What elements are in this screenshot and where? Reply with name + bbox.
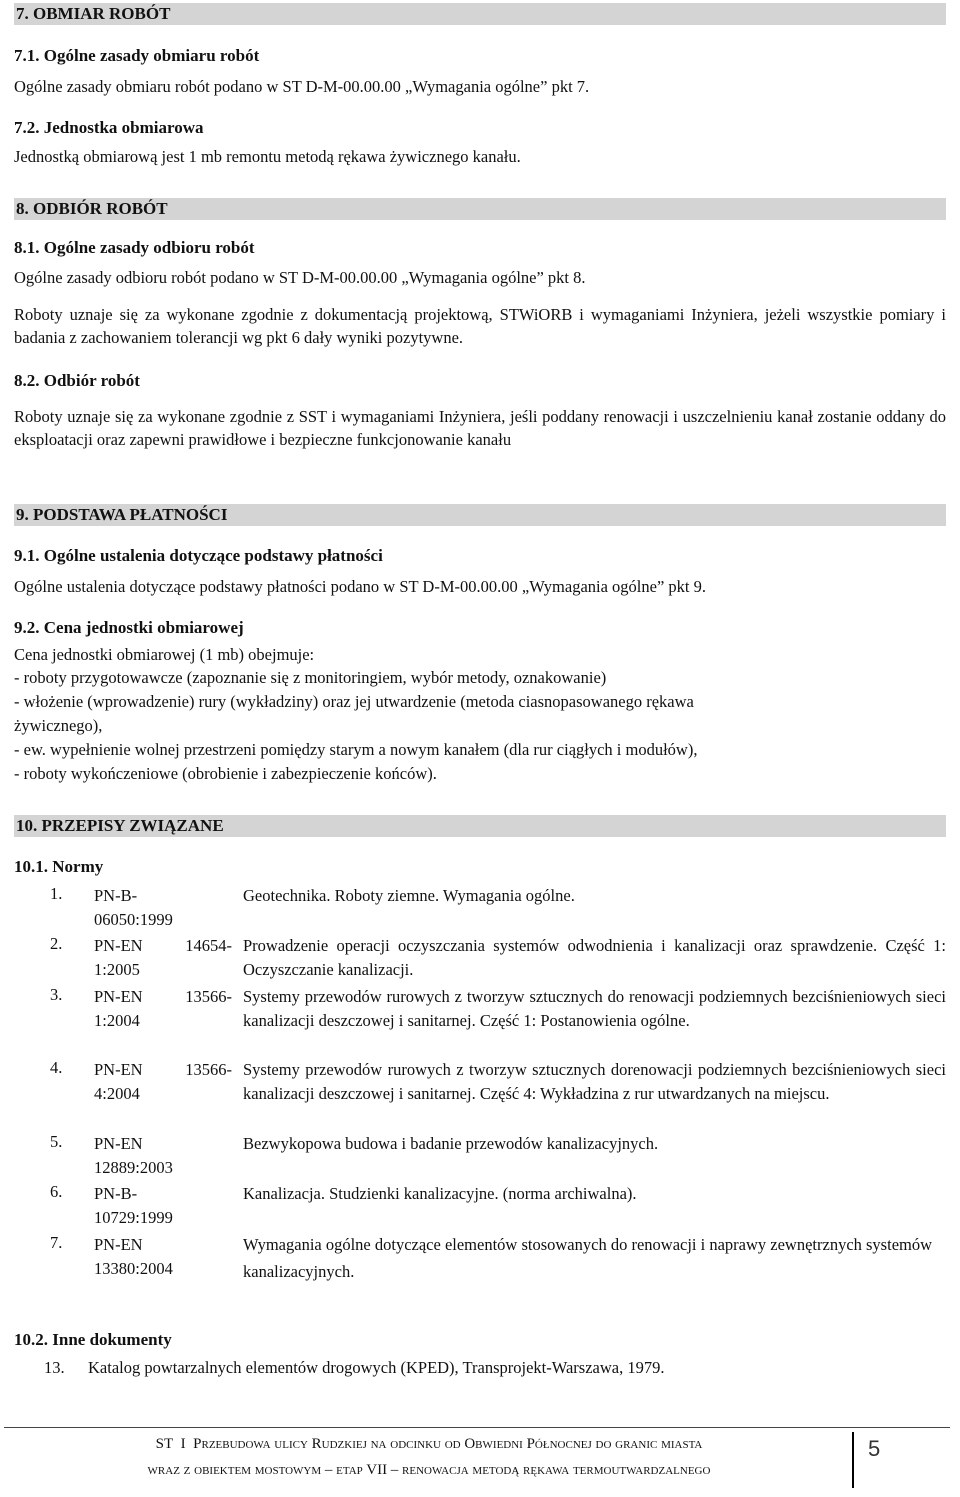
footer-line-1: ST I Przebudowa ulicy Rudzkiej na odcinku od Obwiedni Północnej do granic miasta xyxy=(155,1436,703,1452)
other-doc-number: 13. xyxy=(44,1358,65,1377)
norm-code: PN-EN 13566- 1:2004 xyxy=(94,987,232,1030)
list-line: - roboty przygotowawcze (zapoznanie się z monitoringiem, wybór metody, oznakowanie) xyxy=(14,668,607,687)
section-8-banner: 8. ODBIÓR ROBÓT xyxy=(14,198,946,220)
norm-number: 2. xyxy=(50,934,63,953)
section-7-banner: 7. OBMIAR ROBÓT xyxy=(14,3,946,25)
list-line: - roboty wykończeniowe (obrobienie i zabezpieczenie końców). xyxy=(14,764,437,783)
norm-number: 3. xyxy=(50,985,63,1004)
norm-number: 6. xyxy=(50,1182,63,1201)
paragraph-9-1: Ogólne ustalenia dotyczące podstawy płatności podano w ST D-M-00.00.00 „Wymagania ogólne” pkt 9. xyxy=(14,577,706,596)
paragraph-7-1: Ogólne zasady obmiaru robót podano w ST D-M-00.00.00 „Wymagania ogólne” pkt 7. xyxy=(14,77,590,96)
norm-number: 1. xyxy=(50,884,63,903)
list-line: - włożenie (wprowadzenie) rury (wykładziny) oraz jej utwardzenie (metoda ciasnopasowanego rękawa xyxy=(14,692,694,711)
norm-code: PN-EN 12889:2003 xyxy=(94,1134,173,1177)
heading-7-2: 7.2. Jednostka obmiarowa xyxy=(14,118,204,137)
list-line: żywicznego), xyxy=(14,716,103,735)
norm-description: Wymagania ogólne dotyczące elementów stosowanych do renowacji i naprawy zewnętrznych systemów kanalizacyjnych. xyxy=(243,1235,933,1281)
section-9-banner: 9. PODSTAWA PŁATNOŚCI xyxy=(14,504,946,526)
footer-line-2: wraz z obiektem mostowym – etap VII – renowacja metodą rękawa termoutwardzalnego xyxy=(147,1462,711,1478)
other-doc-text: Katalog powtarzalnych elementów drogowych (KPED), Transprojekt-Warszawa, 1979. xyxy=(88,1358,665,1377)
norm-code: PN-EN 14654- 1:2005 xyxy=(94,936,232,979)
heading-8-1: 8.1. Ogólne zasady odbioru robót xyxy=(14,238,255,257)
norm-code: PN-B- 10729:1999 xyxy=(94,1184,173,1227)
paragraph-7-2: Jednostką obmiarową jest 1 mb remontu metodą rękawa żywicznego kanału. xyxy=(14,147,521,166)
norm-number: 7. xyxy=(50,1233,63,1252)
heading-9-1: 9.1. Ogólne ustalenia dotyczące podstawy płatności xyxy=(14,546,383,565)
footer-rule xyxy=(4,1427,950,1428)
footer xyxy=(4,1431,854,1483)
list-line: Cena jednostki obmiarowej (1 mb) obejmuje: xyxy=(14,645,315,664)
norm-number: 4. xyxy=(50,1058,63,1077)
heading-10-1: 10.1. Normy xyxy=(14,857,104,876)
heading-9-2: 9.2. Cena jednostki obmiarowej xyxy=(14,618,244,637)
norm-code: PN-EN 13380:2004 xyxy=(94,1235,173,1278)
norm-description: Bezwykopowa budowa i badanie przewodów kanalizacyjnych. xyxy=(243,1134,659,1153)
paragraph-8-1: Ogólne zasady odbioru robót podano w ST D-M-00.00.00 „Wymagania ogólne” pkt 8. xyxy=(14,268,586,287)
norm-description: Geotechnika. Roboty ziemne. Wymagania ogólne. xyxy=(243,886,575,905)
paragraph-8-2: Roboty uznaje się za wykonane zgodnie z SST i wymaganiami Inżyniera, jeśli poddany renowacji i uszczelnieniu kanał zostanie oddany do eksploatacji oraz zapewni prawidłowe i bezpieczne funkcjonowanie kanału xyxy=(14,407,946,449)
heading-10-2: 10.2. Inne dokumenty xyxy=(14,1330,172,1349)
norm-code: PN-EN 13566- 4:2004 xyxy=(94,1060,232,1103)
norm-description: Systemy przewodów rurowych z tworzyw sztucznych dorenowacji podziemnych bezciśnieniowych sieci kanalizacji deszczowej i sanitarnej. Część 4: Wykładzina z rur utwardzanych na miejscu. xyxy=(243,1060,946,1103)
norm-description: Systemy przewodów rurowych z tworzyw sztucznych do renowacji podziemnych bezciśnieniowych sieci kanalizacji deszczowej i sanitarnej. Część 1: Postanowienia ogólne. xyxy=(243,987,946,1030)
page-number: 5 xyxy=(868,1436,881,1461)
norm-code: PN-B- 06050:1999 xyxy=(94,886,173,929)
norm-description: Kanalizacja. Studzienki kanalizacyjne. (norma archiwalna). xyxy=(243,1184,637,1203)
list-line: - ew. wypełnienie wolnej przestrzeni pomiędzy starym a nowym kanałem (dla rur ciągłych i modułów), xyxy=(14,740,698,759)
norm-description: Prowadzenie operacji oczyszczania systemów odwodnienia i kanalizacji oraz sprawdzenie. Część 1: Oczyszczanie kanalizacji. xyxy=(243,936,946,979)
footer-separator xyxy=(852,1432,854,1488)
heading-7-1: 7.1. Ogólne zasady obmiaru robót xyxy=(14,46,260,65)
paragraph-8-1b: Roboty uznaje się za wykonane zgodnie z dokumentacją projektową, STWiORB i wymaganiami Inżyniera, jeżeli wszystkie pomiary i badania z zachowaniem tolerancji wg pkt 6 dały wyniki pozytywne. xyxy=(14,305,946,347)
norm-number: 5. xyxy=(50,1132,63,1151)
section-10-banner: 10. PRZEPISY ZWIĄZANE xyxy=(14,815,946,837)
heading-8-2: 8.2. Odbiór robót xyxy=(14,371,140,390)
